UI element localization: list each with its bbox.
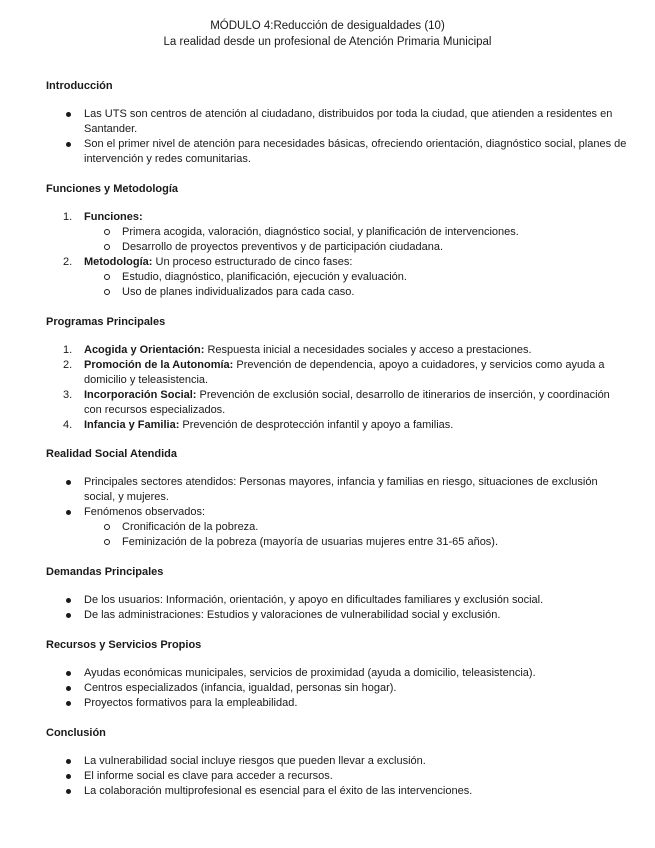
recursos-list bbox=[0, 666, 655, 711]
circle-bullet-icon bbox=[104, 229, 110, 235]
bullet-icon bbox=[66, 759, 71, 764]
list-item: 2. Metodología: Un proceso estructurado de cinco fases: bbox=[63, 256, 353, 268]
circle-bullet-icon bbox=[104, 539, 110, 545]
list-item: De los usuarios: Información, orientación, y apoyo en dificultades familiares y exclusión social. bbox=[0, 593, 629, 608]
realidad-list bbox=[0, 475, 655, 550]
list-item: Principales sectores atendidos: Personas mayores, infancia y familias en riesgo, situaciones de exclusión social, y mujeres. bbox=[0, 475, 629, 505]
sub-list-item: Primera acogida, valoración, diagnóstico social, y planificación de intervenciones. bbox=[0, 225, 612, 240]
bullet-icon bbox=[66, 480, 71, 485]
conclusion-list bbox=[0, 754, 655, 799]
bullet-icon bbox=[66, 510, 71, 515]
bullet-icon bbox=[66, 671, 71, 676]
circle-bullet-icon bbox=[104, 274, 110, 280]
bullet-icon bbox=[66, 789, 71, 794]
section-heading-demandas: Demandas Principales bbox=[46, 566, 164, 578]
list-item: La colaboración multiprofesional es esencial para el éxito de las intervenciones. bbox=[0, 784, 629, 799]
bullet-icon bbox=[66, 686, 71, 691]
bullet-icon bbox=[66, 774, 71, 779]
section-heading-conclusion: Conclusión bbox=[46, 727, 106, 739]
list-item: Ayudas económicas municipales, servicios de proximidad (ayuda a domicilio, teleasistencia). bbox=[0, 666, 629, 681]
circle-bullet-icon bbox=[104, 524, 110, 530]
list-item: El informe social es clave para acceder a recursos. bbox=[0, 769, 629, 784]
bullet-icon bbox=[66, 701, 71, 706]
list-item: 1. Acogida y Orientación: Respuesta inicial a necesidades sociales y acceso a prestaciones. bbox=[63, 344, 532, 356]
document-title: MÓDULO 4:Reducción de desigualdades (10) bbox=[210, 20, 445, 32]
section-heading-introduccion: Introducción bbox=[46, 80, 113, 92]
list-item: Proyectos formativos para la empleabilidad. bbox=[0, 696, 629, 711]
bullet-icon bbox=[66, 142, 71, 147]
sub-list-item: Uso de planes individualizados para cada caso. bbox=[0, 285, 612, 300]
sub-list-item: Desarrollo de proyectos preventivos y de participación ciudadana. bbox=[0, 240, 612, 255]
list-item: 3. Incorporación Social: Prevención de exclusión social, desarrollo de itinerarios de inserción, y coordinación con recursos especializados. bbox=[63, 389, 610, 416]
list-item: La vulnerabilidad social incluye riesgos que pueden llevar a exclusión. bbox=[0, 754, 629, 769]
sub-list-item: Cronificación de la pobreza. bbox=[0, 520, 612, 535]
bullet-icon bbox=[66, 613, 71, 618]
document-subtitle: La realidad desde un profesional de Atención Primaria Municipal bbox=[163, 36, 492, 48]
circle-bullet-icon bbox=[104, 289, 110, 295]
section-heading-funciones: Funciones y Metodología bbox=[46, 183, 179, 195]
sub-list-item: Feminización de la pobreza (mayoría de usuarias mujeres entre 31-65 años). bbox=[0, 535, 612, 550]
list-item: De las administraciones: Estudios y valoraciones de vulnerabilidad social y exclusión. bbox=[0, 608, 629, 623]
list-item: 4. Infancia y Familia: Prevención de desprotección infantil y apoyo a familias. bbox=[63, 419, 454, 431]
list-item: Fenómenos observados: bbox=[0, 505, 629, 520]
section-heading-recursos: Recursos y Servicios Propios bbox=[46, 639, 202, 651]
list-item: Centros especializados (infancia, igualdad, personas sin hogar). bbox=[0, 681, 629, 696]
list-item: 2. Promoción de la Autonomía: Prevención de dependencia, apoyo a cuidadores, y servicios como ayuda a domicilio y teleasistencia. bbox=[63, 359, 605, 386]
bullet-icon bbox=[66, 112, 71, 117]
programas-list bbox=[0, 343, 655, 433]
circle-bullet-icon bbox=[104, 244, 110, 250]
section-heading-programas: Programas Principales bbox=[46, 316, 166, 328]
funciones-list bbox=[0, 210, 655, 300]
sub-list-item: Estudio, diagnóstico, planificación, ejecución y evaluación. bbox=[0, 270, 612, 285]
bullet-icon bbox=[66, 598, 71, 603]
section-heading-realidad: Realidad Social Atendida bbox=[46, 448, 178, 460]
intro-list bbox=[0, 107, 655, 167]
list-item: Las UTS son centros de atención al ciudadano, distribuidos por toda la ciudad, que atienden a residentes en Santander. bbox=[0, 107, 629, 137]
list-item: 1. Funciones: bbox=[63, 211, 143, 223]
demandas-list bbox=[0, 593, 655, 623]
list-item: Son el primer nivel de atención para necesidades básicas, ofreciendo orientación, diagnóstico social, planes de intervención y redes comunitarias. bbox=[0, 137, 629, 167]
